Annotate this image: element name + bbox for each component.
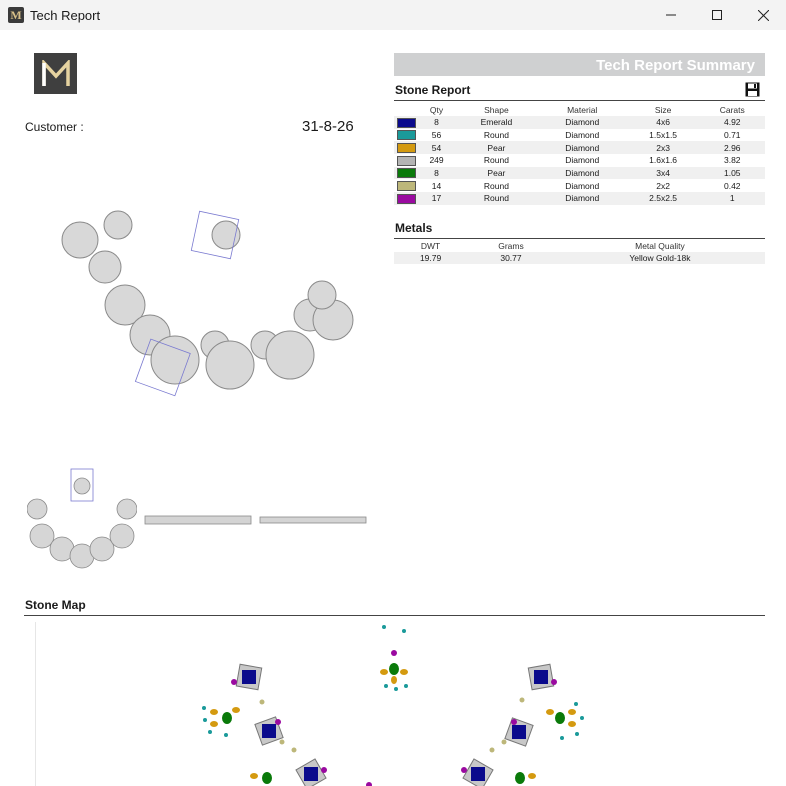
stone-shape-cell: Pear bbox=[455, 167, 538, 180]
stone-color-swatch bbox=[397, 143, 416, 153]
stone-material-cell: Diamond bbox=[538, 167, 627, 180]
stone-material-cell: Diamond bbox=[538, 141, 627, 154]
metals-divider bbox=[394, 238, 765, 239]
stone-shape-cell: Round bbox=[483, 130, 509, 141]
stone-shape-cell: Pear bbox=[455, 141, 538, 154]
close-icon bbox=[758, 10, 769, 21]
stone-qty-cell: 8 bbox=[418, 116, 455, 129]
table-row bbox=[394, 141, 765, 154]
column-header: Metal Quality bbox=[635, 241, 685, 251]
grams-value: 30.77 bbox=[467, 252, 555, 264]
company-logo bbox=[34, 53, 77, 94]
stone-map-divider bbox=[24, 615, 765, 616]
column-header: Qty bbox=[429, 105, 444, 115]
stone-qty-cell: 56 bbox=[431, 130, 442, 141]
stone-shape-cell: Round bbox=[483, 155, 509, 166]
stone-size-cell: 2.5x2.5 bbox=[627, 192, 700, 205]
column-header: Carats bbox=[719, 105, 745, 115]
minimize-icon bbox=[666, 10, 676, 20]
maximize-button[interactable] bbox=[694, 0, 740, 30]
top-view-thumbnail bbox=[258, 514, 368, 526]
stone-material-cell: Diamond bbox=[565, 180, 600, 191]
table-row bbox=[394, 252, 765, 264]
customer-label: Customer : bbox=[25, 120, 84, 134]
window-controls bbox=[648, 0, 786, 30]
window-title: Tech Report bbox=[30, 7, 101, 23]
side-view-thumbnail bbox=[143, 512, 253, 528]
stone-report-title: Stone Report bbox=[395, 83, 471, 97]
stone-qty-cell: 14 bbox=[431, 180, 442, 191]
table-row bbox=[394, 192, 765, 205]
table-row bbox=[394, 129, 765, 142]
stone-carats-cell: 3.82 bbox=[723, 155, 741, 166]
stone-material-cell: Diamond bbox=[565, 155, 600, 166]
stone-report-table bbox=[394, 104, 765, 205]
table-row bbox=[394, 179, 765, 192]
stone-carats-cell: 1 bbox=[700, 192, 765, 205]
stone-size-cell: 1.5x1.5 bbox=[649, 130, 678, 141]
stone-material-cell: Diamond bbox=[538, 192, 627, 205]
stone-color-swatch bbox=[397, 168, 416, 178]
minimize-button[interactable] bbox=[648, 0, 694, 30]
stone-shape-cell: Emerald bbox=[455, 116, 538, 129]
stone-color-swatch bbox=[397, 181, 416, 191]
stone-size-cell: 3x4 bbox=[627, 167, 700, 180]
column-header: Grams bbox=[498, 241, 524, 251]
stone-carats-cell: 0.42 bbox=[723, 180, 741, 191]
stone-size-cell: 4x6 bbox=[627, 116, 700, 129]
column-header: Shape bbox=[484, 105, 509, 115]
stone-qty-cell: 54 bbox=[418, 141, 455, 154]
metals-title: Metals bbox=[395, 221, 433, 235]
necklace-render bbox=[50, 195, 370, 405]
stone-shape-cell: Round bbox=[483, 180, 509, 191]
stone-map-diagram bbox=[24, 620, 766, 786]
stone-size-cell: 1.6x1.6 bbox=[649, 155, 678, 166]
stone-shape-cell: Round bbox=[455, 192, 538, 205]
summary-title: Tech Report Summary bbox=[596, 57, 755, 74]
front-view-thumbnail bbox=[27, 464, 137, 574]
stone-color-swatch bbox=[397, 156, 416, 166]
report-date: 31-8-26 bbox=[302, 118, 354, 135]
stone-map-title: Stone Map bbox=[25, 598, 86, 612]
stone-qty-cell: 17 bbox=[418, 192, 455, 205]
stone-carats-cell: 1.05 bbox=[700, 167, 765, 180]
stone-material-cell: Diamond bbox=[565, 130, 600, 141]
summary-header bbox=[394, 53, 765, 76]
app-logo-icon: M bbox=[8, 7, 24, 23]
table-row bbox=[394, 116, 765, 129]
metals-table bbox=[394, 240, 765, 264]
stone-map-markers bbox=[202, 625, 584, 786]
stone-carats-cell: 4.92 bbox=[700, 116, 765, 129]
stone-carats-cell: 2.96 bbox=[700, 141, 765, 154]
column-header: Size bbox=[654, 105, 672, 115]
metal-quality-value: Yellow Gold-18k bbox=[555, 252, 765, 264]
column-header: DWT bbox=[420, 241, 441, 251]
maximize-icon bbox=[712, 10, 722, 20]
m-logo-icon bbox=[41, 60, 71, 88]
stone-color-swatch bbox=[397, 118, 416, 128]
stone-qty-cell: 249 bbox=[429, 155, 444, 166]
stone-color-swatch bbox=[397, 130, 416, 140]
stone-qty-cell: 8 bbox=[418, 167, 455, 180]
column-header: Material bbox=[567, 105, 598, 115]
table-row bbox=[394, 154, 765, 167]
stone-size-cell: 2x2 bbox=[656, 180, 670, 191]
table-row bbox=[394, 167, 765, 180]
close-button[interactable] bbox=[740, 0, 786, 30]
title-bar bbox=[0, 0, 786, 30]
stone-color-swatch bbox=[397, 194, 416, 204]
stone-material-cell: Diamond bbox=[538, 116, 627, 129]
stone-report-divider bbox=[394, 100, 765, 101]
stone-carats-cell: 0.71 bbox=[723, 130, 741, 141]
dwt-value: 19.79 bbox=[394, 252, 467, 264]
save-icon[interactable] bbox=[745, 82, 760, 97]
stone-size-cell: 2x3 bbox=[627, 141, 700, 154]
